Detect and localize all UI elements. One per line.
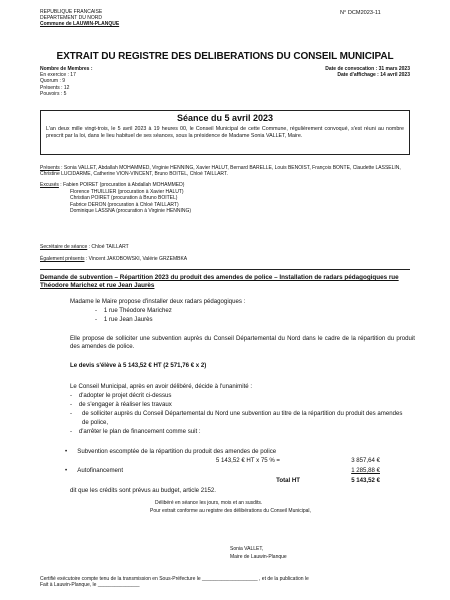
closing-line2: Pour extrait conforme au registre des délibérations du Conseil Municipal, [150, 508, 311, 514]
egalement-label: Également présents [40, 256, 85, 262]
subvention-label: Subvention escomptée de la répartition du produit des amendes de police [77, 448, 277, 455]
seance-box [40, 110, 410, 155]
intro-text: Madame le Maire propose d'installer deux radars pédagogiques : [70, 298, 246, 305]
presents-label: Présents [40, 165, 60, 171]
document-reference: N° DCM2023-11 [340, 10, 381, 16]
members-quorum: Quorum : 9 [40, 78, 66, 85]
members-presents: Présents : 12 [40, 84, 70, 91]
members-pouvoirs: Pouvoirs : 5 [40, 90, 67, 97]
egalement-block [40, 256, 187, 262]
decision-text: d'arrêter le plan de financement comme suit : [78, 428, 201, 435]
excuse-line: : Fabien POIRET (procuration à Abdallah MOHAMMED) [58, 182, 185, 188]
convocation-block [230, 66, 410, 78]
total-label: Total HT [276, 477, 300, 484]
council-intro: Le Conseil Municipal, après en avoir délibéré, décide à l'unanimité : [70, 383, 253, 390]
footer-line1: Certifié exécutoire compte tenu de la transmission en Sous-Préfecture le ____________________ , et de la publication le [40, 576, 309, 582]
secretaire-text: : Chloé TAILLART [87, 244, 129, 250]
excuse-line: Dominique LASSNA (procuration à Virginie HENNING) [70, 208, 192, 214]
decision-text: de s'engager à réaliser les travaux [78, 401, 172, 408]
commune-label: Commune de LAUWIN-PLANQUE [40, 21, 120, 28]
location-item: - 1 rue Théodore Marichez [95, 307, 172, 314]
signatory-role: Maire de Lauwin-Planque [230, 554, 287, 560]
total-amount: 5 143,52 € [351, 477, 380, 484]
autofinancement-row: • Autofinancement [65, 467, 124, 474]
members-block [40, 66, 140, 97]
excuse-line: Florence THUILLIER (procuration à Xavier HALUT) [70, 188, 184, 195]
autofinancement-amount: 1 285,88 € [351, 467, 380, 474]
excuses-block [40, 182, 184, 188]
signatory-name: Sonia VALLET, [230, 546, 264, 552]
decision-text: de solliciter auprès du Conseil Départemental du Nord une subvention au titre de la répartition du produit des amendes de police, [82, 410, 403, 426]
decision-text: d'adopter le projet décrit ci-dessus [78, 392, 172, 399]
budget-text: dit que les crédits sont prévus au budget, article 2152. [70, 487, 217, 494]
members-label: Nombre de Membres : [40, 66, 93, 72]
header-left [40, 9, 200, 28]
location-label: 1 rue Théodore Marichez [103, 307, 172, 314]
secretaire-block [40, 244, 129, 250]
decision-item: - de s'engager à réaliser les travaux [70, 401, 172, 408]
footer-line2: Fait à Lauwin-Planque, le _______________ [40, 582, 140, 589]
excuses-label: Excusés [40, 182, 59, 188]
excuse-line: Fabrice DERON (procuration à Chloé TAILLART) [70, 201, 179, 208]
location-label: 1 rue Jean Jaurès [103, 316, 153, 323]
date-affichage: Date d'affichage : 14 avril 2023 [337, 72, 410, 79]
members-exercice: En exercice : 17 [40, 72, 76, 79]
presents-block [40, 165, 412, 177]
decision-item: - d'adopter le projet décrit ci-dessus [70, 392, 172, 399]
republic-label: REPUBLIQUE FRANCAISE [40, 9, 103, 15]
subvention-row: • Subvention escomptée de la répartition du produit des amendes de police [65, 448, 277, 455]
subvention-amount: 3 857,64 € [351, 457, 380, 464]
excuse-line: Christian POIRET (procuration à Bruno BOITEL) [70, 195, 178, 201]
seance-title: Séance du 5 avril 2023 [176, 113, 274, 123]
date-convocation: Date de convocation : 31 mars 2023 [325, 66, 410, 72]
location-item: - 1 rue Jean Jaurès [95, 316, 153, 323]
secretaire-label: Secrétaire de séance [40, 244, 88, 250]
autofinancement-label: Autofinancement [77, 467, 124, 474]
decision-item: - d'arrêter le plan de financement comme suit : [70, 428, 201, 435]
page-title: EXTRAIT DU REGISTRE DES DELIBERATIONS DU CONSEIL MUNICIPAL [56, 51, 394, 62]
department-label: DEPARTEMENT DU NORD [40, 15, 102, 22]
egalement-text: : Vincent JAKOBOWSKI, Valérie GRZEMBKA [84, 256, 188, 262]
footer [40, 576, 420, 588]
proposal-text: Elle propose de solliciter une subvention auprès du Conseil Départemental du Nord dans le cadre de la répartition du produit des amendes de police. [70, 335, 415, 350]
seance-text: L'an deux mille vingt-trois, le 5 avril 2023 à 19 heures 00, le Conseil Municipal de cette Commune, régulièrement convoqué, s'est réuni au nombre prescrit par la loi, dans le lieu habituel de ses séances, sous la présidence de Madame Sonia VALLET, Maire. [46, 126, 404, 140]
deliberation-subject: Demande de subvention – Répartition 2023 du produit des amendes de police – Installation de radars pédagogiques rue Théodore Marichez et rue Jean Jaurès [40, 274, 399, 290]
devis-text: Le devis s'élève à 5 143,52 € HT (2 571,76 € x 2) [70, 362, 207, 369]
section-divider [40, 269, 410, 270]
presents-text: : Sonia VALLET, Abdallah MOHAMMED, Virginie HENNING, Xavier HALUT, Bernard BARELLE, Louis BENOIST, François BONTE, Claudette LASSELIN, Christine LUCIDARME, Catherine VION-VINCENT, Bruno BOITEL, Chloé TAILLART. [40, 165, 401, 178]
subvention-calc: 5 143,52 € HT x 75 % = [215, 457, 280, 464]
closing-line1: Délibéré en séance les jours, mois et an susdits. [155, 500, 263, 506]
